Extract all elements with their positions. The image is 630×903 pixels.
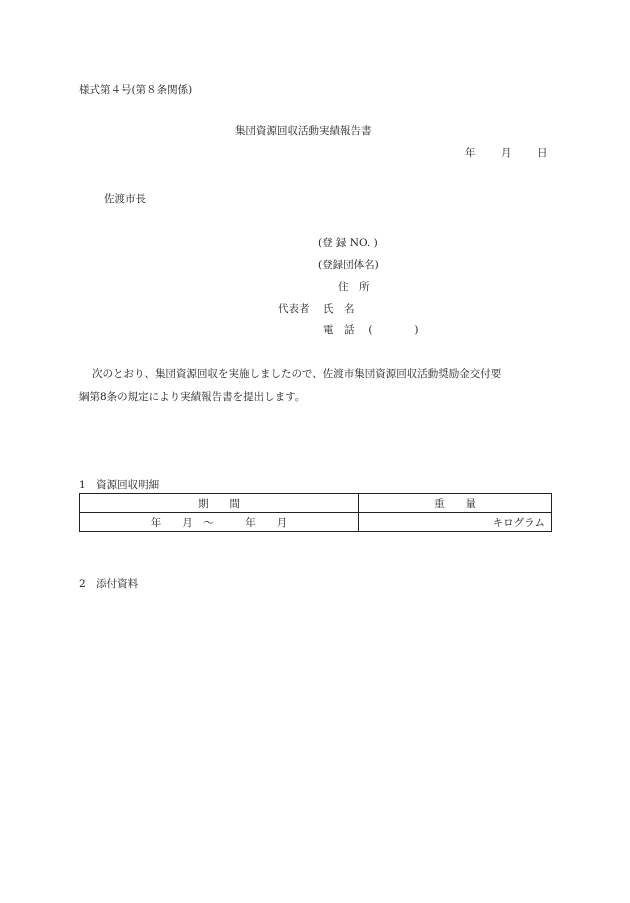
phone-label: 電 話 ( )	[323, 324, 419, 336]
date-year: 年	[465, 147, 476, 159]
weight-column-header: 重 量	[359, 494, 552, 513]
address-label: 住 所	[338, 281, 370, 293]
registration-number-label: (登 録 NO. )	[318, 237, 378, 249]
addressee: 佐渡市長	[104, 193, 146, 205]
form-number: 様式第４号(第８条関係)	[79, 84, 193, 96]
body-text-line-2: 綱第8条の規定により実績報告書を提出します。	[79, 391, 306, 403]
period-column-header: 期 間	[80, 494, 359, 513]
date-month: 月	[501, 147, 512, 159]
table-row	[80, 513, 552, 532]
body-text-line-1: 次のとおり、集団資源回収を実施しましたので、佐渡市集団資源回収活動奨励金交付要	[92, 368, 502, 380]
period-cell[interactable]	[80, 513, 359, 532]
section-1-heading: 1 資源回収明細	[79, 479, 160, 491]
collection-detail-table	[79, 493, 552, 532]
section-2-heading: 2 添付資料	[79, 578, 139, 590]
table-header-row	[80, 494, 552, 513]
weight-unit: キログラム	[492, 516, 545, 529]
weight-cell[interactable]	[359, 513, 552, 532]
representative-name-label: 氏 名	[323, 303, 355, 315]
date-day: 日	[537, 147, 548, 159]
representative-label: 代表者	[278, 303, 310, 315]
document-title: 集団資源回収活動実績報告書	[235, 125, 372, 137]
group-name-label: (登録団体名)	[318, 259, 379, 271]
period-value: 年 月 ～ 年 月	[150, 516, 288, 529]
